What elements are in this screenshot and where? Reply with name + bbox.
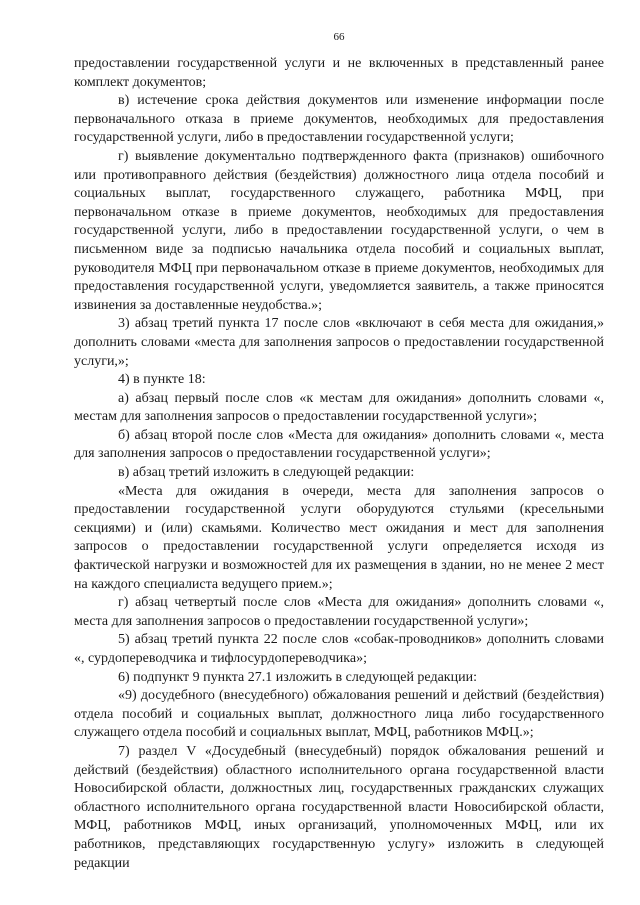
paragraph: в) истечение срока действия документов или изменение информации после первоначального отказа в приеме документов, необходимых для предоставления государственной услуги, либо в предоставлении государственной услуги; (74, 93, 604, 146)
paragraph: 6) подпункт 9 пункта 27.1 изложить в следующей редакции: (118, 669, 477, 685)
page-number: 66 (333, 31, 345, 43)
paragraph: предоставлении государственной услуги и не включенных в представленный ранее комплект документов; (74, 56, 604, 90)
paragraph: г) выявление документально подтвержденного факта (признаков) ошибочного или противоправного действия (бездействия) должностного лица отдела пособий и социальных выплат, государственного служащего, работника МФЦ, при первоначальном отказе в приеме документов, необходимых для предоставления государственной услуги, либо в предоставлении государственной услуги, о чем в письменном виде за подписью начальника отдела пособий и социальных выплат, руководителя МФЦ при первоначальном отказе в приеме документов, необходимых для предоставления государственной услуги, уведомляется заявитель, а также приносятся извинения за доставленные неудобства.»; (74, 148, 604, 313)
paragraph: «Места для ожидания в очереди, места для заполнения запросов о предоставлении государственной услуги оборудуются стульями (кресельными секциями) и (или) скамьями. Количество мест ожидания и мест для заполнения запросов о предоставлении государственной услуги определяется исходя из фактической нагрузки и возможностей для их размещения в здании, но не менее 2 мест на каждого специалиста ведущего прием.»; (74, 483, 604, 592)
paragraph: 5) абзац третий пункта 22 после слов «собак-проводников» дополнить словами «, сурдопереводчика и тифлосурдопереводчика»; (74, 632, 604, 666)
paragraph: 4) в пункте 18: (118, 372, 206, 388)
document-body (74, 55, 604, 873)
paragraph: 3) абзац третий пункта 17 после слов «включают в себя места для ожидания,» дополнить словами «места для заполнения запросов о предоставлении государственной услуги,»; (74, 316, 604, 369)
paragraph: в) абзац третий изложить в следующей редакции: (118, 465, 415, 481)
paragraph: «9) досудебного (внесудебного) обжалования решений и действий (бездействия) отдела пособий и социальных выплат, должностного лица либо государственного служащего отдела пособий и социальных выплат, МФЦ, работников МФЦ.»; (74, 688, 604, 741)
paragraph: а) абзац первый после слов «к местам для ожидания» дополнить словами «, местам для заполнения запросов о предоставлении государственной услуги»; (74, 390, 604, 425)
paragraph: г) абзац четвертый после слов «Места для ожидания» дополнить словами «, места для заполнения запросов о предоставлении государственной услуги»; (74, 595, 604, 629)
document-page (74, 0, 604, 873)
paragraph: 7) раздел V «Досудебный (внесудебный) порядок обжалования решений и действий (бездействия) областного исполнительного органа государственной власти Новосибирской области, должностных лиц, государственных гражданских служащих областного исполнительного органа государственной власти Новосибирской области, МФЦ, работников МФЦ, иных организаций, уполномоченных МФЦ, или их работников, представляющих государственную услугу» изложить в следующей редакции (74, 743, 604, 871)
paragraph: б) абзац второй после слов «Места для ожидания» дополнить словами «, места для заполнения запросов о предоставлении государственной услуги»; (74, 427, 604, 462)
